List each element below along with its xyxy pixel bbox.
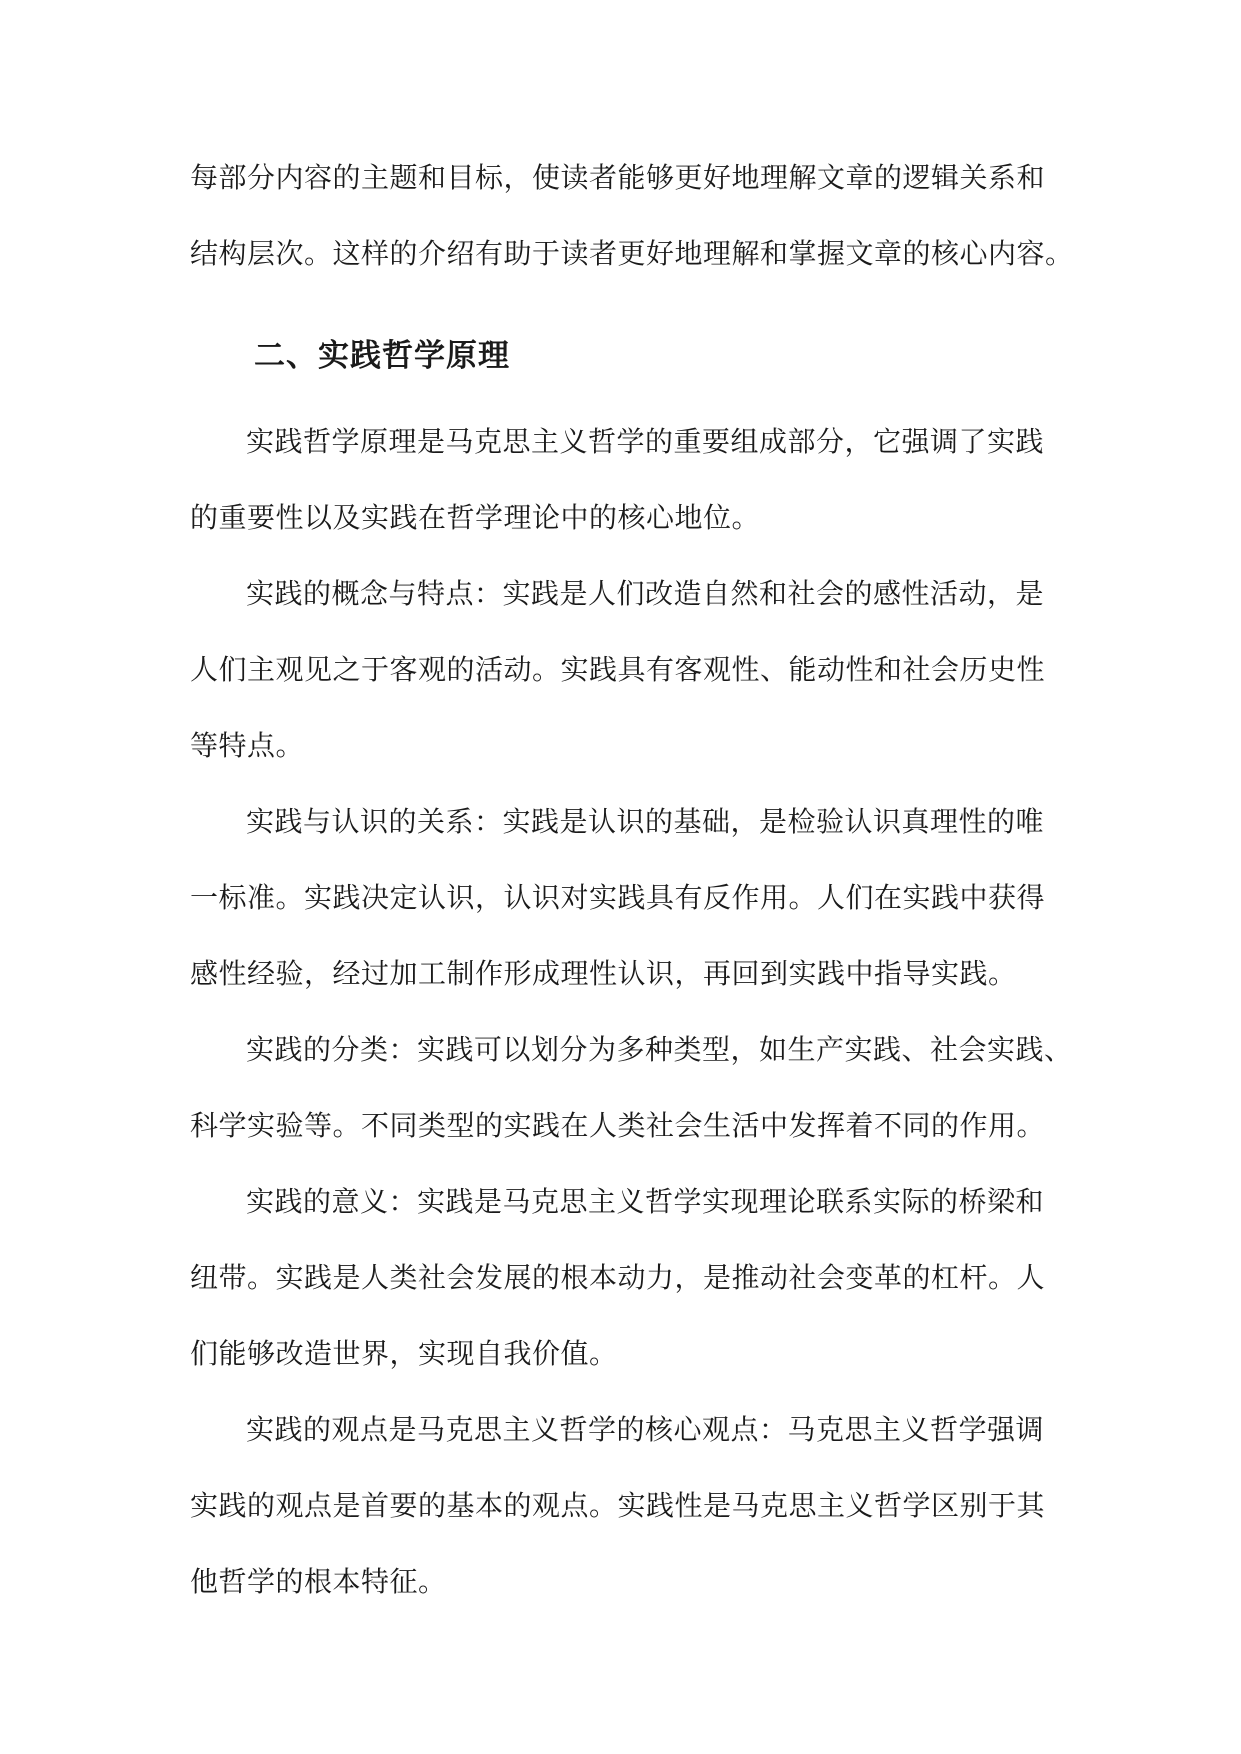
text-line: 感性经验，经过加工制作形成理性认识，再回到实践中指导实践。 xyxy=(190,957,1017,990)
paragraph xyxy=(190,556,1050,784)
text-line: 一标准。实践决定认识，认识对实践具有反作用。人们在实践中获得 xyxy=(190,881,1046,914)
paragraph xyxy=(190,404,1050,556)
text-line: 每部分内容的主题和目标，使读者能够更好地理解文章的逻辑关系和 xyxy=(190,161,1046,194)
section-heading: 二、实践哲学原理 xyxy=(254,338,510,374)
intro-paragraph xyxy=(190,140,1074,292)
paragraph xyxy=(190,784,1050,1012)
document-body xyxy=(190,140,1074,1620)
text-line: 实践的分类：实践可以划分为多种类型，如生产实践、社会实践、 xyxy=(246,1033,1073,1066)
text-line: 实践与认识的关系：实践是认识的基础，是检验认识真理性的唯 xyxy=(246,805,1045,838)
text-line: 实践的观点是首要的基本的观点。实践性是马克思主义哲学区别于其 xyxy=(190,1489,1046,1522)
text-line: 实践的概念与特点：实践是人们改造自然和社会的感性活动，是 xyxy=(246,577,1045,610)
text-line: 人们主观见之于客观的活动。实践具有客观性、能动性和社会历史性 xyxy=(190,653,1046,686)
paragraph xyxy=(190,1392,1050,1620)
text-line: 他哲学的根本特征。 xyxy=(190,1565,447,1598)
text-line: 实践的观点是马克思主义哲学的核心观点：马克思主义哲学强调 xyxy=(246,1413,1045,1446)
text-line: 实践哲学原理是马克思主义哲学的重要组成部分，它强调了实践 xyxy=(246,425,1045,458)
text-line: 结构层次。这样的介绍有助于读者更好地理解和掌握文章的核心内容。 xyxy=(190,237,1074,270)
text-line: 等特点。 xyxy=(190,729,305,762)
text-line: 科学实验等。不同类型的实践在人类社会生活中发挥着不同的作用。 xyxy=(190,1109,1046,1142)
text-line: 实践的意义：实践是马克思主义哲学实现理论联系实际的桥梁和 xyxy=(246,1185,1045,1218)
text-line: 的重要性以及实践在哲学理论中的核心地位。 xyxy=(190,501,761,534)
text-line: 们能够改造世界，实现自我价值。 xyxy=(190,1337,618,1370)
paragraph xyxy=(190,1012,1073,1164)
paragraph xyxy=(190,1164,1050,1392)
text-line: 纽带。实践是人类社会发展的根本动力，是推动社会变革的杠杆。人 xyxy=(190,1261,1046,1294)
